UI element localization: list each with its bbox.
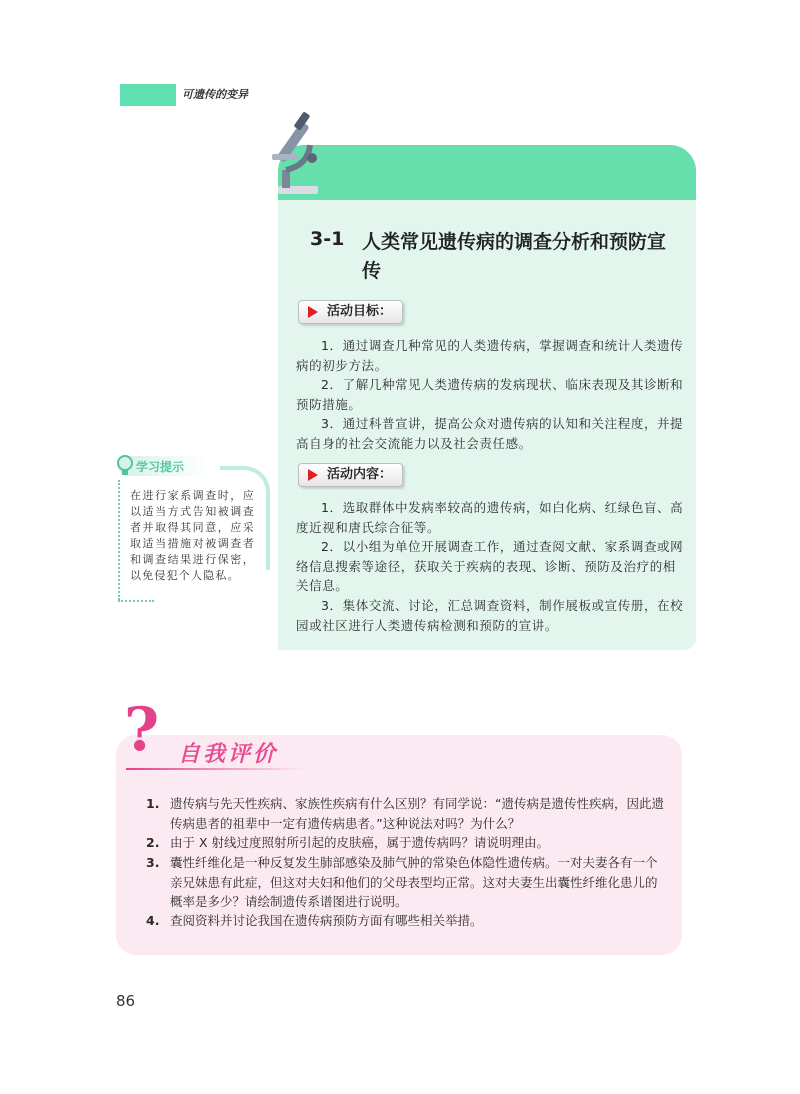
question-mark-icon: ? bbox=[124, 695, 160, 765]
question-text: 查阅资料并讨论我国在遗传病预防方面有哪些相关举措。 bbox=[170, 913, 483, 928]
arrow-right-icon bbox=[308, 469, 318, 481]
chapter-title: 可遗传的变异 bbox=[182, 88, 248, 101]
goals-heading-label: 活动目标： bbox=[327, 304, 393, 319]
goals-heading bbox=[298, 300, 403, 324]
section-number: 3-1 bbox=[310, 228, 345, 250]
section-title: 人类常见遗传病的调查分析和预防宣传 bbox=[362, 231, 667, 282]
eval-question bbox=[146, 911, 666, 931]
lightbulb-icon bbox=[115, 454, 135, 478]
arrow-right-icon bbox=[308, 306, 318, 318]
content-heading bbox=[298, 463, 403, 487]
tip-text: 在进行家系调查时，应以适当方式告知被调查者并取得其同意，应采取适当措施对被调查者和调查结果进行保密，以免侵犯个人隐私。 bbox=[130, 489, 255, 582]
question-number: 2. bbox=[146, 835, 160, 850]
content-item: 2．以小组为单位开展调查工作，通过查阅文献、家系调查或网络信息搜索等途径，获取关于疾病的表现、诊断、预防及治疗的相关信息。 bbox=[296, 539, 684, 593]
goal-item: 1．通过调查几种常见的人类遗传病，掌握调查和统计人类遗传病的初步方法。 bbox=[296, 338, 684, 373]
question-number: 3. bbox=[146, 855, 160, 870]
content-heading-label: 活动内容： bbox=[327, 467, 393, 482]
microscope-icon bbox=[268, 110, 328, 200]
self-eval-underline bbox=[126, 768, 306, 770]
eval-question bbox=[146, 853, 666, 912]
eval-question bbox=[146, 794, 666, 833]
question-text: 遗传病与先天性疾病、家族性疾病有什么区别？有同学说：“遗传病是遗传性疾病，因此遗传病患者的祖辈中一定有遗传病患者。”这种说法对吗？为什么？ bbox=[170, 796, 664, 831]
question-number: 4. bbox=[146, 913, 160, 928]
content-item: 1．选取群体中发病率较高的遗传病，如白化病、红绿色盲、高度近视和唐氏综合征等。 bbox=[296, 500, 684, 535]
tip-label: 学习提示 bbox=[136, 460, 185, 474]
page-number: 86 bbox=[116, 992, 136, 1010]
activity-panel-header-band bbox=[278, 145, 696, 200]
goal-item: 2．了解几种常见人类遗传病的发病现状、临床表现及其诊断和预防措施。 bbox=[296, 377, 684, 412]
content-item: 3．集体交流、讨论，汇总调查资料，制作展板或宣传册，在校园或社区进行人类遗传病检测和预防的宣讲。 bbox=[296, 598, 684, 633]
question-text: 由于 X 射线过度照射所引起的皮肤癌，属于遗传病吗？请说明理由。 bbox=[170, 835, 550, 850]
self-eval-title: 自我评价 bbox=[178, 742, 279, 767]
tip-dotted-border bbox=[118, 480, 122, 600]
question-number: 1. bbox=[146, 796, 160, 811]
goal-item: 3．通过科普宣讲，提高公众对遗传病的认知和关注程度，并提高自身的社会交流能力以及社会责任感。 bbox=[296, 416, 684, 451]
chapter-tab-marker bbox=[120, 84, 176, 106]
eval-question bbox=[146, 833, 666, 853]
tip-dotted-border-bottom bbox=[118, 600, 154, 604]
question-text: 囊性纤维化是一种反复发生肺部感染及肺气肿的常染色体隐性遗传病。一对夫妻各有一个亲兄妹患有此症，但这对夫妇和他们的父母表型均正常。这对夫妻生出囊性纤维化患儿的概率是多少？请绘制遗传系谱图进行说明。 bbox=[170, 855, 658, 909]
